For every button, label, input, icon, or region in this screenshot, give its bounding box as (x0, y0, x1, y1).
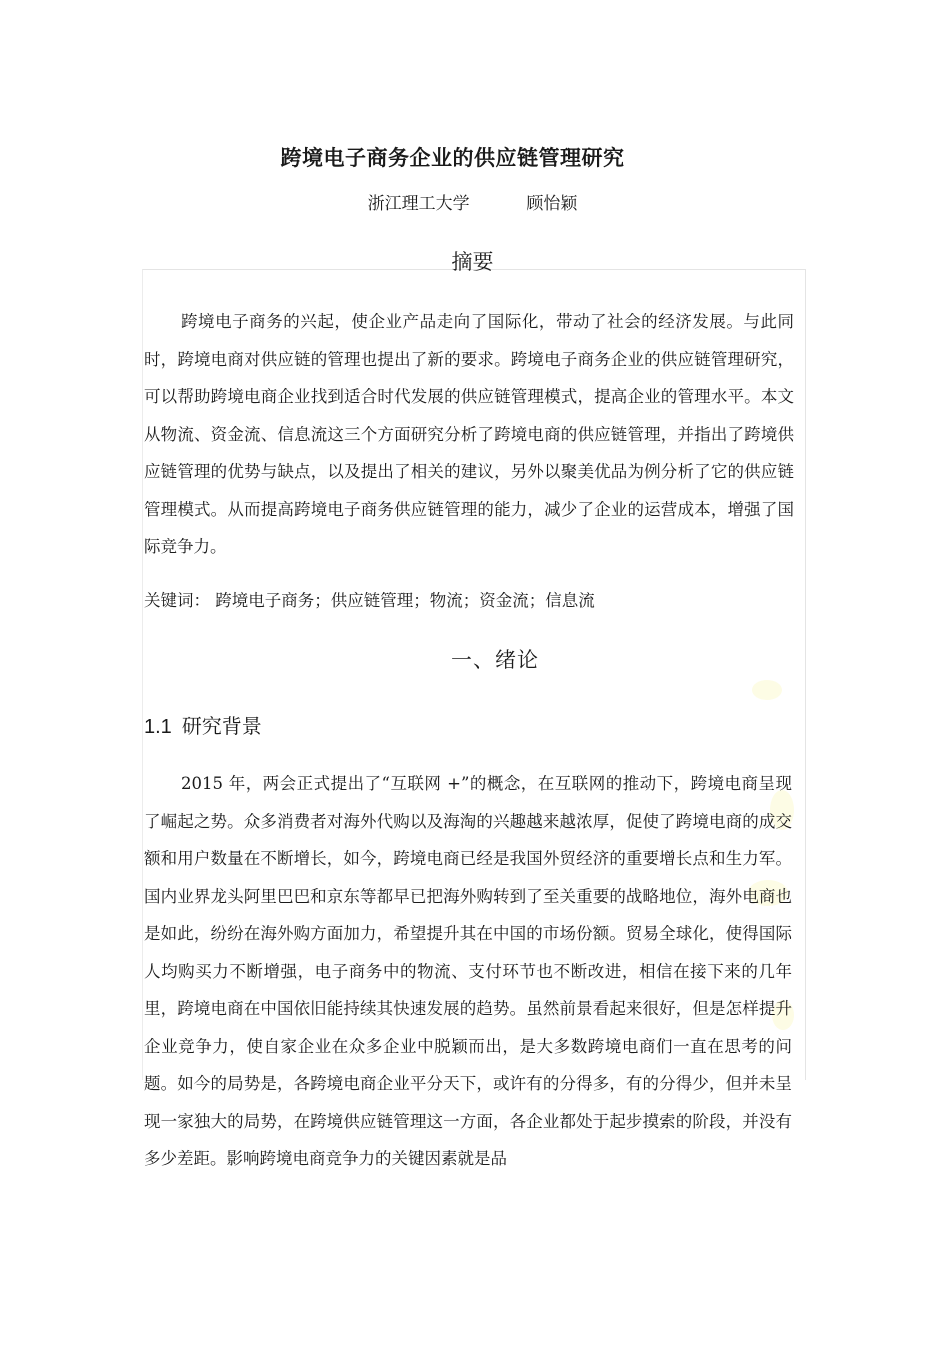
abstract-heading: 摘要 (451, 250, 494, 274)
paper-title: 跨境电子商务企业的供应链管理研究 (280, 145, 625, 171)
keywords-line: 关键词： 跨境电子商务；供应链管理；物流；资金流；信息流 (144, 591, 595, 610)
author-line (0, 189, 945, 214)
section-heading: 一、绪论 (451, 648, 539, 672)
subsection-heading (144, 710, 262, 739)
subsection-number: 1.1 (144, 716, 172, 738)
subsection-title: 研究背景 (181, 714, 262, 738)
abstract-paragraph: 跨境电子商务的兴起，使企业产品走向了国际化，带动了社会的经济发展。与此同时，跨境电商对供应链的管理也提出了新的要求。跨境电子商务企业的供应链管理研究，可以帮助跨境电商企业找到适合时代发展的供应链管理模式，提高企业的管理水平。本文从物流、资金流、信息流这三个方面研究分析了跨境电商的供应链管理，并指出了跨境供应链管理的优势与缺点，以及提出了相关的建议，另外以聚美优品为例分析了它的供应链管理模式。从而提高跨境电子商务供应链管理的能力，减少了企业的运营成本，增强了国际竞争力。 (144, 312, 794, 556)
background-stain (752, 680, 782, 700)
body-paragraph: 2015 年，两会正式提出了“互联网 +”的概念，在互联网的推动下，跨境电商呈现了崛起之势。众多消费者对海外代购以及海淘的兴趣越来越浓厚，促使了跨境电商的成交额和用户数量在不断增长，如今，跨境电商已经是我国外贸经济的重要增长点和生力军。国内业界龙头阿里巴巴和京东等都早已把海外购转到了至关重要的战略地位，海外电商也是如此，纷纷在海外购方面加力，希望提升其在中国的市场份额。贸易全球化，使得国际人均购买力不断增强，电子商务中的物流、支付环节也不断改进，相信在接下来的几年里，跨境电商在中国依旧能持续其快速发展的趋势。虽然前景看起来很好，但是怎样提升企业竞争力，使自家企业在众多企业中脱颖而出，是大多数跨境电商们一直在思考的问题。如今的局势是，各跨境电商企业平分天下，或许有的分得多，有的分得少，但并未呈现一家独大的局势，在跨境供应链管理这一方面，各企业都处于起步摸索的阶段，并没有多少差距。影响跨境电商竞争力的关键因素就是品 (144, 774, 792, 1168)
affiliation: 浙江理工大学 (367, 194, 470, 214)
author-name: 顾怡颖 (526, 194, 578, 214)
